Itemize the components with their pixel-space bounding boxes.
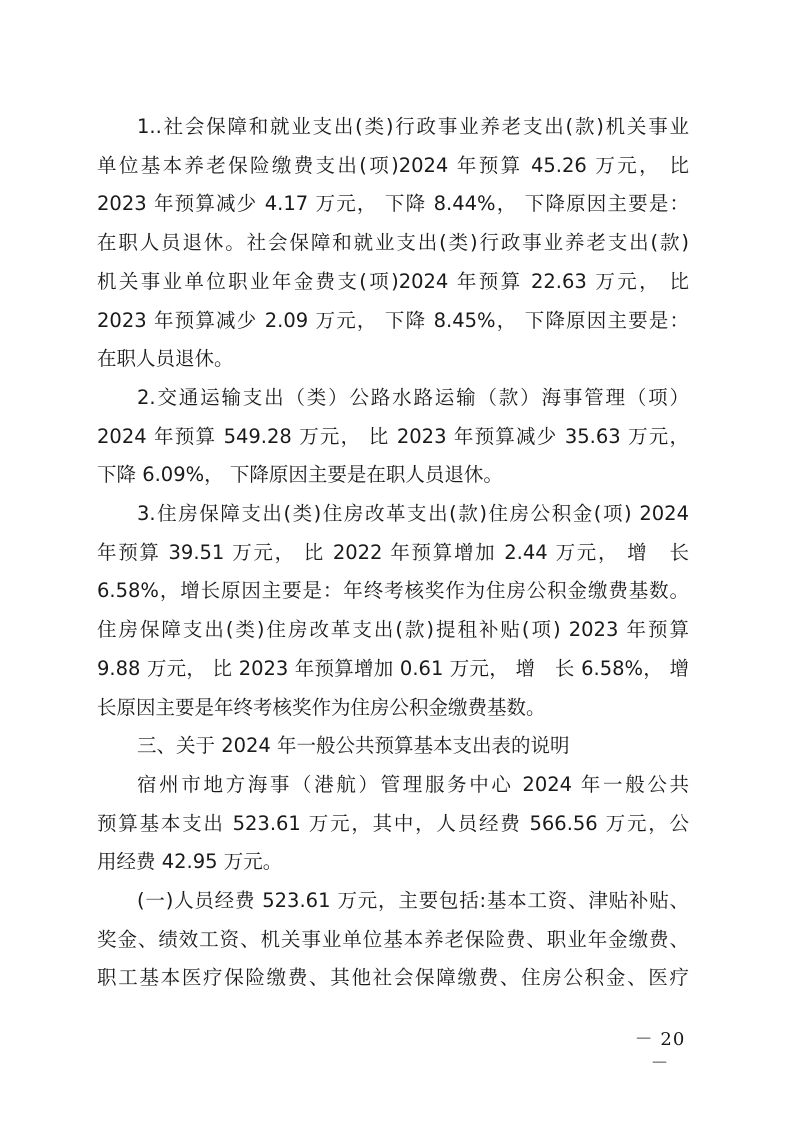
- text-line: 3.住房保障支出(类)住房改革支出(款)住房公积金(项) 2024: [137, 502, 689, 526]
- text-line: 宿州市地方海事（港航）管理服务中心 2024 年一般公共: [137, 772, 689, 796]
- text-line: 下降 6.09%， 下降原因主要是在职人员退休。: [97, 463, 503, 487]
- section-heading-basic-expenditure: [97, 727, 689, 766]
- text-line: (一)人员经费 523.61 万元，主要包括:基本工资、津贴补贴、: [137, 889, 689, 913]
- text-line: 2023 年预算减少 4.17 万元， 下降 8.44%， 下降原因主要是：: [97, 192, 689, 216]
- text-line: 年预算 39.51 万元， 比 2022 年预算增加 2.44 万元， 增 长: [97, 540, 689, 564]
- text-line: 长原因主要是年终考核奖作为住房公积金缴费基数。: [97, 695, 546, 719]
- text-line: 机关事业单位职业年金费支(项)2024 年预算 22.63 万元， 比: [97, 269, 689, 293]
- text-line: 6.58%，增长原因主要是：年终考核奖作为住房公积金缴费基数。: [97, 579, 689, 603]
- page-number: － 20 －: [634, 1029, 686, 1074]
- text-line: 职工基本医疗保险缴费、其他社会保障缴费、住房公积金、医疗: [97, 966, 689, 990]
- text-line: 2023 年预算减少 2.09 万元， 下降 8.45%， 下降原因主要是：: [97, 308, 689, 332]
- text-line: 2.交通运输支出（类）公路水路运输（款）海事管理（项）: [137, 385, 689, 409]
- text-line: 9.88 万元， 比 2023 年预算增加 0.61 万元， 增 长 6.58%， 增: [97, 656, 689, 680]
- text-line: 住房保障支出(类)住房改革支出(款)提租补贴(项) 2023 年预算: [97, 618, 689, 642]
- paragraph-transport: [97, 379, 689, 495]
- text-line: 1..社会保障和就业支出(类)行政事业养老支出(款)机关事业: [137, 115, 689, 138]
- text-line: 在职人员退休。: [97, 347, 234, 371]
- paragraph-social-security: [97, 108, 689, 379]
- paragraph-basic-expenditure: [97, 766, 689, 882]
- paragraph-personnel-expenses: [97, 882, 689, 998]
- text-line: 预算基本支出 523.61 万元，其中，人员经费 566.56 万元，公: [97, 811, 689, 835]
- text-line: 在职人员退休。社会保障和就业支出(类)行政事业养老支出(款): [97, 231, 689, 255]
- text-line: 2024 年预算 549.28 万元， 比 2023 年预算减少 35.63 万元，: [97, 424, 689, 448]
- document-body: [97, 108, 689, 998]
- paragraph-housing: [97, 495, 689, 727]
- text-line: 单位基本养老保险缴费支出(项)2024 年预算 45.26 万元， 比: [97, 153, 689, 177]
- text-line: 奖金、绩效工资、机关事业单位基本养老保险费、职业年金缴费、: [97, 927, 689, 951]
- text-line: 用经费 42.95 万元。: [97, 850, 283, 874]
- text-line: 三、关于 2024 年一般公共预算基本支出表的说明: [137, 734, 570, 758]
